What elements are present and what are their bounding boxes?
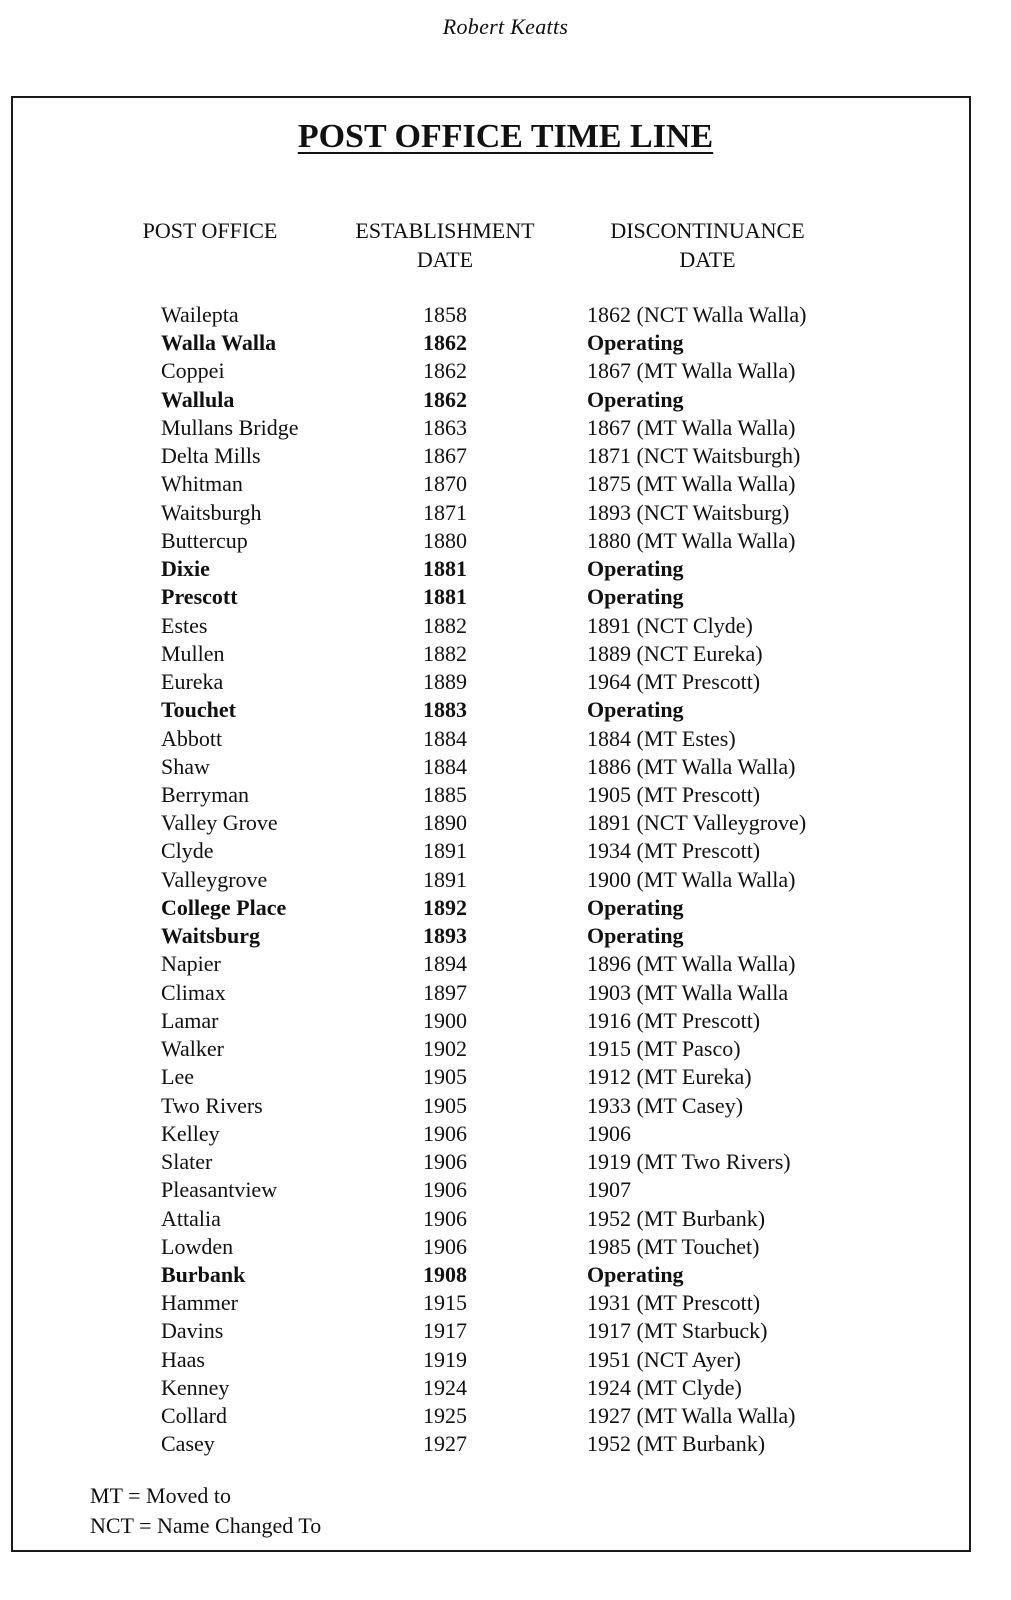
discontinuance-date: 1889 (NCT Eureka): [587, 640, 763, 666]
post-office-name: Waitsburgh: [161, 499, 262, 525]
establishment-date: 1908: [423, 1261, 467, 1287]
establishment-date: 1883: [423, 697, 467, 723]
establishment-date: 1906: [423, 1233, 467, 1259]
discontinuance-date: 1952 (MT Burbank): [587, 1205, 766, 1231]
post-office-name: Lee: [161, 1064, 194, 1090]
establishment-date: 1884: [423, 725, 467, 751]
post-office-name: Estes: [161, 612, 208, 638]
discontinuance-date: 1907: [587, 1177, 631, 1203]
table-row: [0, 527, 1011, 555]
establishment-date: 1919: [423, 1346, 467, 1372]
discontinuance-date: 1886 (MT Walla Walla): [587, 753, 796, 779]
post-office-name: Climax: [161, 979, 226, 1005]
table-row: [0, 301, 1011, 329]
establishment-date: 1905: [423, 1064, 467, 1090]
discontinuance-date: 1867 (MT Walla Walla): [587, 414, 796, 440]
post-office-name: Clyde: [161, 838, 214, 864]
post-office-name: Coppei: [161, 358, 225, 384]
establishment-date: 1882: [423, 640, 467, 666]
establishment-date: 1905: [423, 1092, 467, 1118]
establishment-date: 1884: [423, 753, 467, 779]
legend-nct: NCT = Name Changed To: [90, 1513, 322, 1538]
establishment-date: 1862: [423, 386, 467, 412]
post-office-name: Dixie: [161, 556, 210, 582]
post-office-table: [0, 301, 1011, 1459]
discontinuance-date: 1875 (MT Walla Walla): [587, 471, 796, 497]
table-row: [0, 781, 1011, 809]
discontinuance-date: 1919 (MT Two Rivers): [587, 1149, 791, 1175]
post-office-name: Two Rivers: [161, 1092, 263, 1118]
table-row: [0, 640, 1011, 668]
table-row: [0, 1007, 1011, 1035]
table-row: [0, 668, 1011, 696]
discontinuance-date: Operating: [587, 556, 684, 582]
table-row: [0, 1120, 1011, 1148]
post-office-name: Slater: [161, 1149, 213, 1175]
post-office-name: Kelley: [161, 1120, 220, 1146]
table-row: [0, 1035, 1011, 1063]
discontinuance-date: Operating: [587, 330, 684, 356]
table-row: [0, 1261, 1011, 1289]
table-row: [0, 1430, 1011, 1458]
discontinuance-date: 1893 (NCT Waitsburg): [587, 499, 790, 525]
legend: [90, 1481, 321, 1541]
establishment-date: 1924: [423, 1374, 467, 1400]
table-row: [0, 414, 1011, 442]
table-row: [0, 470, 1011, 498]
establishment-date: 1885: [423, 781, 467, 807]
establishment-date: 1906: [423, 1177, 467, 1203]
discontinuance-date: 1927 (MT Walla Walla): [587, 1403, 796, 1429]
discontinuance-date: Operating: [587, 923, 684, 949]
discontinuance-date: 1896 (MT Walla Walla): [587, 951, 796, 977]
post-office-name: Waitsburg: [161, 923, 261, 949]
establishment-date: 1897: [423, 979, 467, 1005]
establishment-date: 1906: [423, 1120, 467, 1146]
establishment-date: 1906: [423, 1205, 467, 1231]
table-row: [0, 1289, 1011, 1317]
table-row: [0, 1148, 1011, 1176]
post-office-name: Burbank: [161, 1261, 246, 1287]
table-row: [0, 1176, 1011, 1204]
establishment-date: 1900: [423, 1007, 467, 1033]
post-office-name: Valleygrove: [161, 866, 268, 892]
establishment-date: 1894: [423, 951, 467, 977]
post-office-name: Abbott: [161, 725, 223, 751]
table-row: [0, 866, 1011, 894]
post-office-name: Valley Grove: [161, 810, 278, 836]
post-office-name: Delta Mills: [161, 443, 261, 469]
establishment-date: 1881: [423, 556, 467, 582]
discontinuance-date: 1903 (MT Walla Walla: [587, 979, 789, 1005]
discontinuance-date: 1934 (MT Prescott): [587, 838, 761, 864]
post-office-name: Prescott: [161, 584, 238, 610]
establishment-date: 1889: [423, 669, 467, 695]
table-row: [0, 950, 1011, 978]
discontinuance-date: Operating: [587, 386, 684, 412]
establishment-date: 1862: [423, 358, 467, 384]
table-row: [0, 1346, 1011, 1374]
table-row: [0, 894, 1011, 922]
discontinuance-date: Operating: [587, 584, 684, 610]
discontinuance-date: 1985 (MT Touchet): [587, 1233, 760, 1259]
establishment-date: 1867: [423, 443, 467, 469]
discontinuance-date: Operating: [587, 1261, 684, 1287]
discontinuance-date: 1912 (MT Eureka): [587, 1064, 752, 1090]
discontinuance-date: 1905 (MT Prescott): [587, 781, 761, 807]
establishment-date: 1858: [423, 302, 467, 327]
page-title: POST OFFICE TIME LINE: [297, 118, 714, 155]
establishment-date: 1906: [423, 1149, 467, 1175]
post-office-name: Berryman: [161, 781, 249, 807]
table-row: [0, 837, 1011, 865]
discontinuance-date: 1880 (MT Walla Walla): [587, 527, 796, 553]
discontinuance-date: 1891 (NCT Clyde): [587, 612, 753, 638]
post-office-name: Haas: [161, 1346, 205, 1372]
post-office-name: Pleasantview: [161, 1177, 278, 1203]
post-office-name: Touchet: [161, 697, 236, 723]
table-row: [0, 499, 1011, 527]
post-office-name: Buttercup: [161, 527, 248, 553]
table-row: [0, 979, 1011, 1007]
discontinuance-date: 1915 (MT Pasco): [587, 1036, 741, 1062]
post-office-name: Eureka: [161, 669, 224, 695]
post-office-name: Lowden: [161, 1233, 234, 1259]
running-head: Robert Keatts: [442, 14, 569, 39]
establishment-date: 1915: [423, 1290, 467, 1316]
establishment-date: 1891: [423, 866, 467, 892]
establishment-date: 1925: [423, 1403, 467, 1429]
establishment-date: 1927: [423, 1431, 467, 1457]
post-office-name: Casey: [161, 1431, 215, 1457]
table-row: [0, 612, 1011, 640]
discontinuance-date: 1862 (NCT Walla Walla): [587, 302, 807, 327]
table-row: [0, 329, 1011, 357]
discontinuance-date: 1924 (MT Clyde): [587, 1374, 742, 1400]
post-office-name: Wallula: [161, 386, 235, 412]
establishment-date: 1870: [423, 471, 467, 497]
column-header-post-office: POST OFFICE: [142, 218, 278, 243]
table-row: [0, 1402, 1011, 1430]
table-row: [0, 1092, 1011, 1120]
table-row: [0, 753, 1011, 781]
legend-mt: MT = Moved to: [90, 1483, 231, 1508]
post-office-name: Shaw: [161, 753, 210, 779]
column-header-discontinuance-date: DISCONTINUANCE DATE: [610, 218, 805, 272]
post-office-name: Napier: [161, 951, 221, 977]
table-row: [0, 922, 1011, 950]
post-office-name: Attalia: [161, 1205, 221, 1231]
establishment-date: 1862: [423, 330, 467, 356]
table-row: [0, 583, 1011, 611]
establishment-date: 1871: [423, 499, 467, 525]
column-header-establishment-date: ESTABLISHMENT DATE: [355, 218, 535, 272]
discontinuance-date: Operating: [587, 697, 684, 723]
establishment-date: 1891: [423, 838, 467, 864]
post-office-name: College Place: [161, 894, 287, 920]
discontinuance-date: 1884 (MT Estes): [587, 725, 736, 751]
establishment-date: 1882: [423, 612, 467, 638]
discontinuance-date: 1906: [587, 1120, 631, 1146]
establishment-date: 1892: [423, 894, 467, 920]
discontinuance-date: Operating: [587, 894, 684, 920]
establishment-date: 1890: [423, 810, 467, 836]
post-office-name: Wailepta: [161, 302, 239, 327]
establishment-date: 1893: [423, 923, 467, 949]
post-office-name: Collard: [161, 1403, 227, 1429]
post-office-name: Davins: [161, 1318, 224, 1344]
establishment-date: 1880: [423, 527, 467, 553]
table-row: [0, 696, 1011, 724]
establishment-date: 1863: [423, 414, 467, 440]
post-office-name: Lamar: [161, 1007, 219, 1033]
discontinuance-date: 1931 (MT Prescott): [587, 1290, 761, 1316]
establishment-date: 1917: [423, 1318, 467, 1344]
post-office-name: Walla Walla: [161, 330, 277, 356]
table-row: [0, 1205, 1011, 1233]
table-row: [0, 1233, 1011, 1261]
discontinuance-date: 1900 (MT Walla Walla): [587, 866, 796, 892]
post-office-name: Hammer: [161, 1290, 238, 1316]
table-row: [0, 357, 1011, 385]
post-office-name: Walker: [161, 1036, 224, 1062]
table-row: [0, 555, 1011, 583]
discontinuance-date: 1871 (NCT Waitsburgh): [587, 443, 801, 469]
post-office-name: Kenney: [161, 1374, 230, 1400]
table-row: [0, 1063, 1011, 1091]
discontinuance-date: 1891 (NCT Valleygrove): [587, 810, 807, 836]
table-row: [0, 809, 1011, 837]
establishment-date: 1902: [423, 1036, 467, 1062]
title-block: [0, 118, 1011, 156]
post-office-name: Mullen: [161, 640, 225, 666]
table-row: [0, 1374, 1011, 1402]
discontinuance-date: 1964 (MT Prescott): [587, 669, 761, 695]
discontinuance-date: 1951 (NCT Ayer): [587, 1346, 741, 1372]
table-row: [0, 386, 1011, 414]
discontinuance-date: 1952 (MT Burbank): [587, 1431, 766, 1457]
table-row: [0, 442, 1011, 470]
discontinuance-date: 1916 (MT Prescott): [587, 1007, 761, 1033]
discontinuance-date: 1917 (MT Starbuck): [587, 1318, 768, 1344]
post-office-name: Mullans Bridge: [161, 414, 299, 440]
discontinuance-date: 1867 (MT Walla Walla): [587, 358, 796, 384]
table-row: [0, 725, 1011, 753]
discontinuance-date: 1933 (MT Casey): [587, 1092, 744, 1118]
table-row: [0, 1317, 1011, 1345]
establishment-date: 1881: [423, 584, 467, 610]
post-office-name: Whitman: [161, 471, 243, 497]
